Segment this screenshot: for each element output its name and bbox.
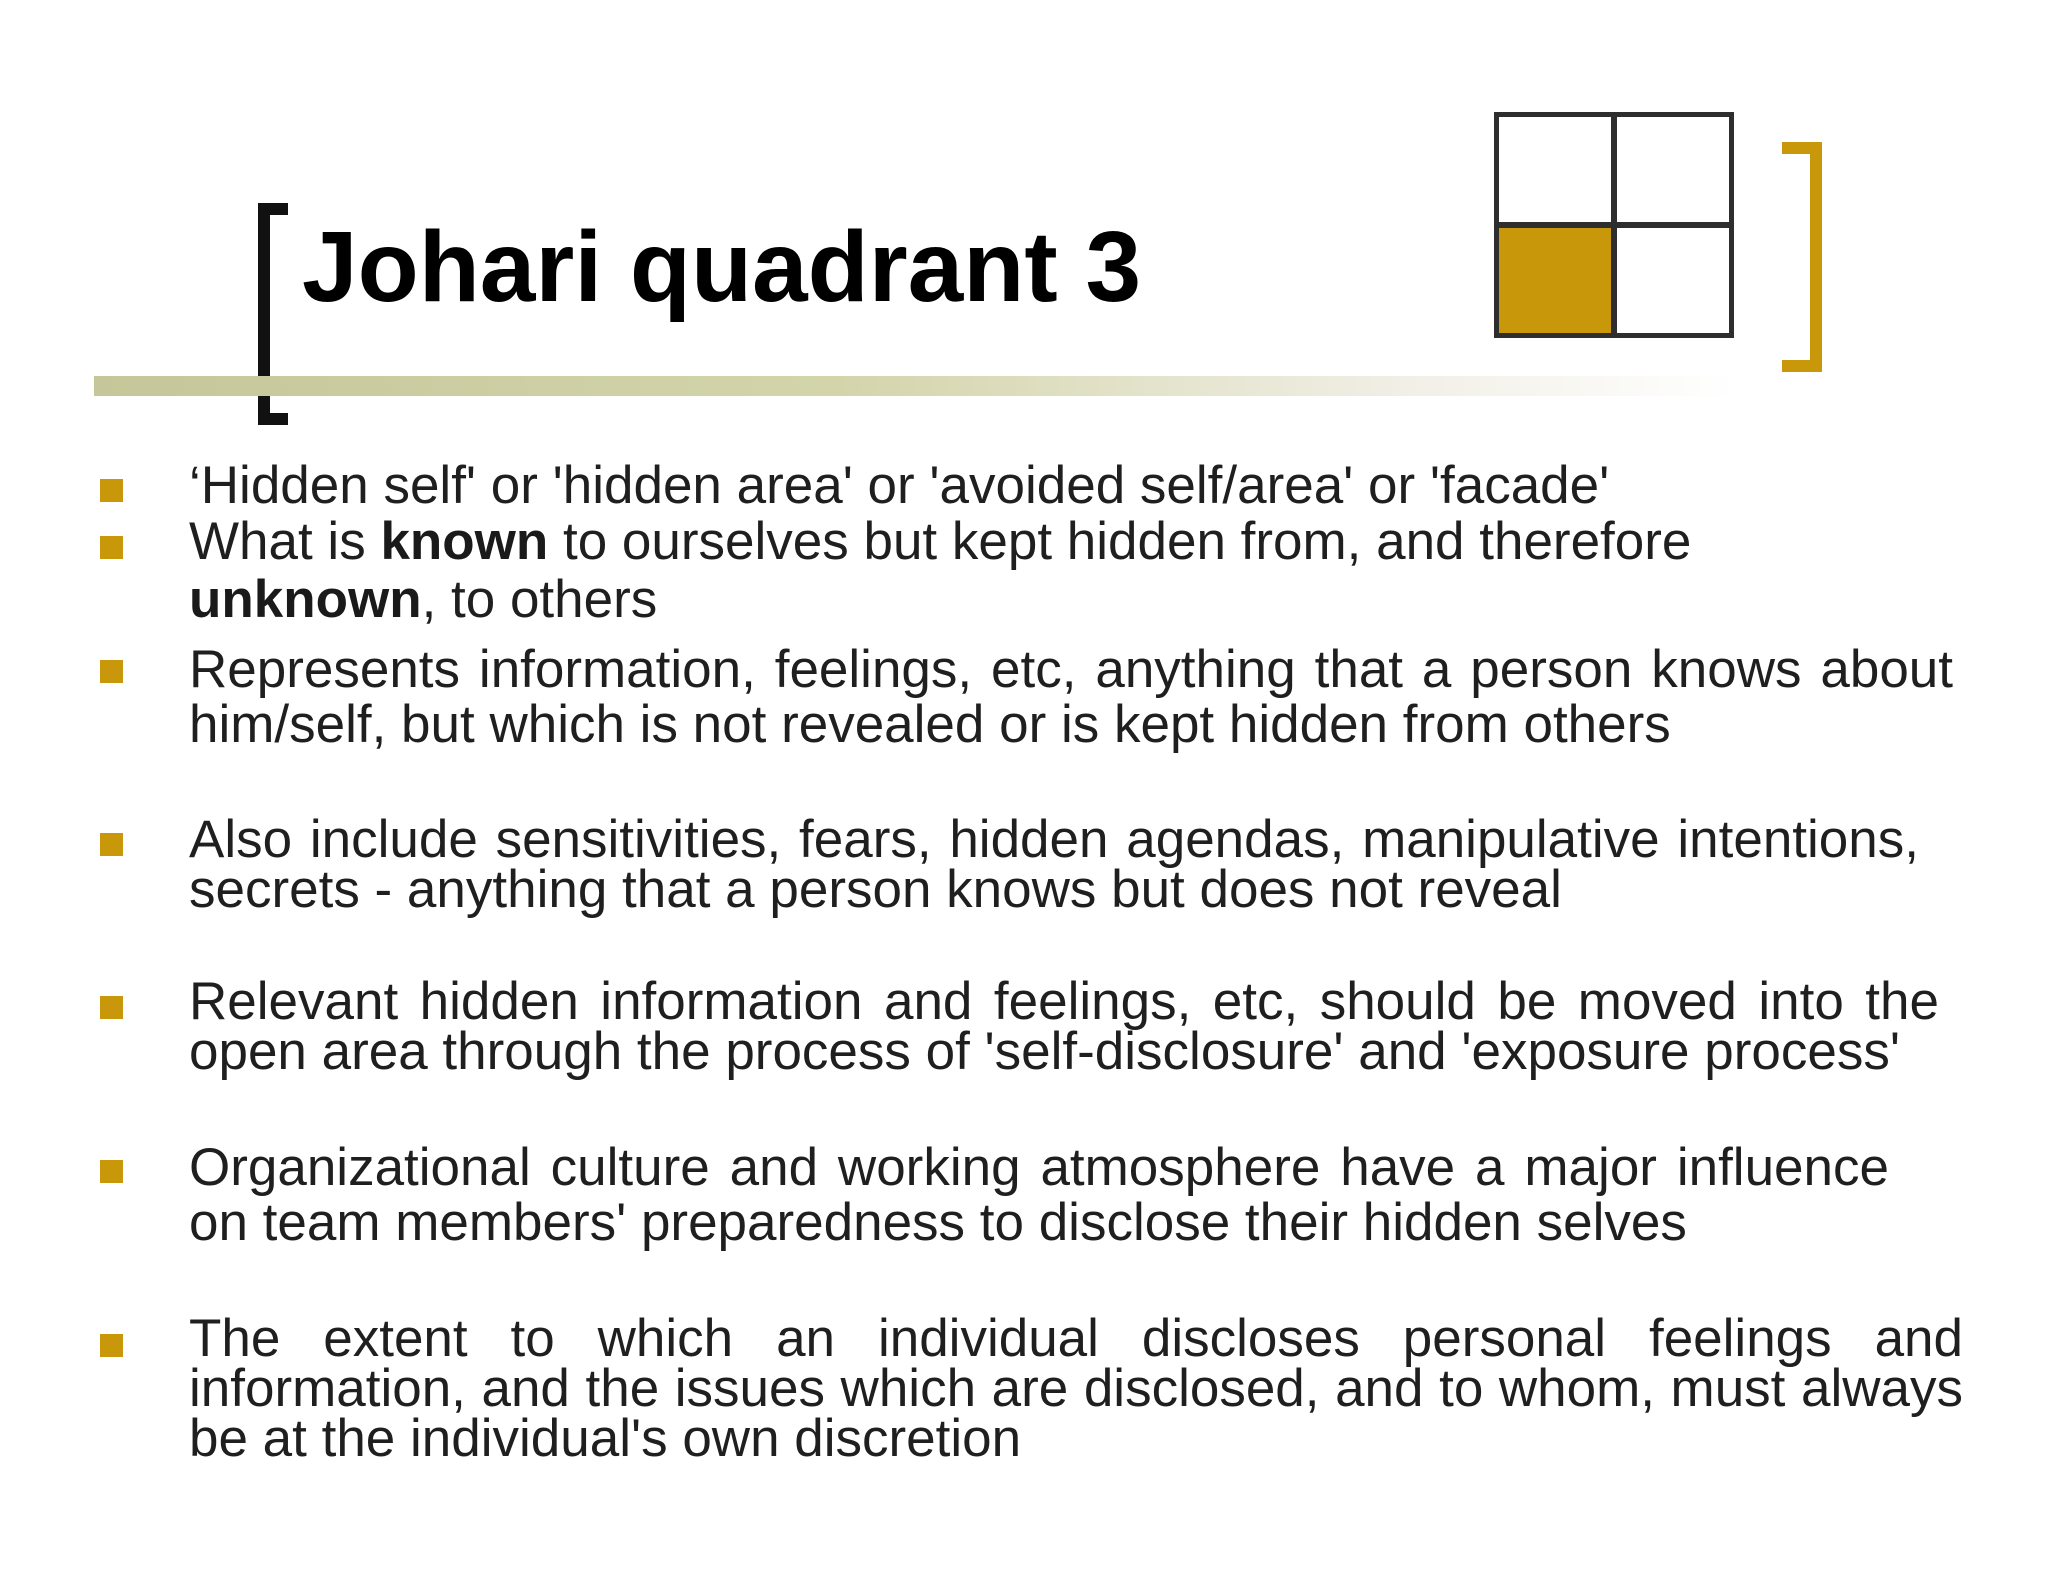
- square-bullet-icon: [100, 660, 123, 683]
- bullet-text: Represents information, feelings, etc, anything that a person knows about him/self, but which is not revealed or is kept hidden from others: [189, 640, 1953, 754]
- bullet-text: Also include sensitivities, fears, hidden agendas, manipulative intentions, secrets - anything that a person knows but does not reveal: [189, 810, 1919, 919]
- bullet-text: Organizational culture and working atmosphere have a major influence on team members' preparedness to disclose their hidden selves: [189, 1138, 1889, 1252]
- slide-title: Johari quadrant 3: [302, 211, 1142, 323]
- bullet-text: Relevant hidden information and feelings, etc, should be moved into the open area through the process of 'self-disclosure' and 'exposure process': [189, 972, 1939, 1081]
- bold-term-known: known: [380, 512, 549, 571]
- bullet-text: What is known to ourselves but kept hidden from, and therefore unknown, to others: [189, 512, 1692, 629]
- bullet-text: The extent to which an individual discloses personal feelings and information, and the issues which are disclosed, and to whom, must always be at the individual's own discretion: [189, 1309, 1963, 1468]
- square-bullet-icon: [100, 536, 123, 559]
- square-bullet-icon: [100, 996, 123, 1019]
- square-bullet-icon: [100, 479, 123, 502]
- square-bullet-icon: [100, 1160, 123, 1183]
- bullet-text: ‘Hidden self' or 'hidden area' or 'avoided self/area' or 'facade': [189, 456, 1610, 515]
- square-bullet-icon: [100, 833, 123, 856]
- square-bullet-icon: [100, 1334, 123, 1357]
- bold-term-unknown: unknown: [189, 570, 422, 629]
